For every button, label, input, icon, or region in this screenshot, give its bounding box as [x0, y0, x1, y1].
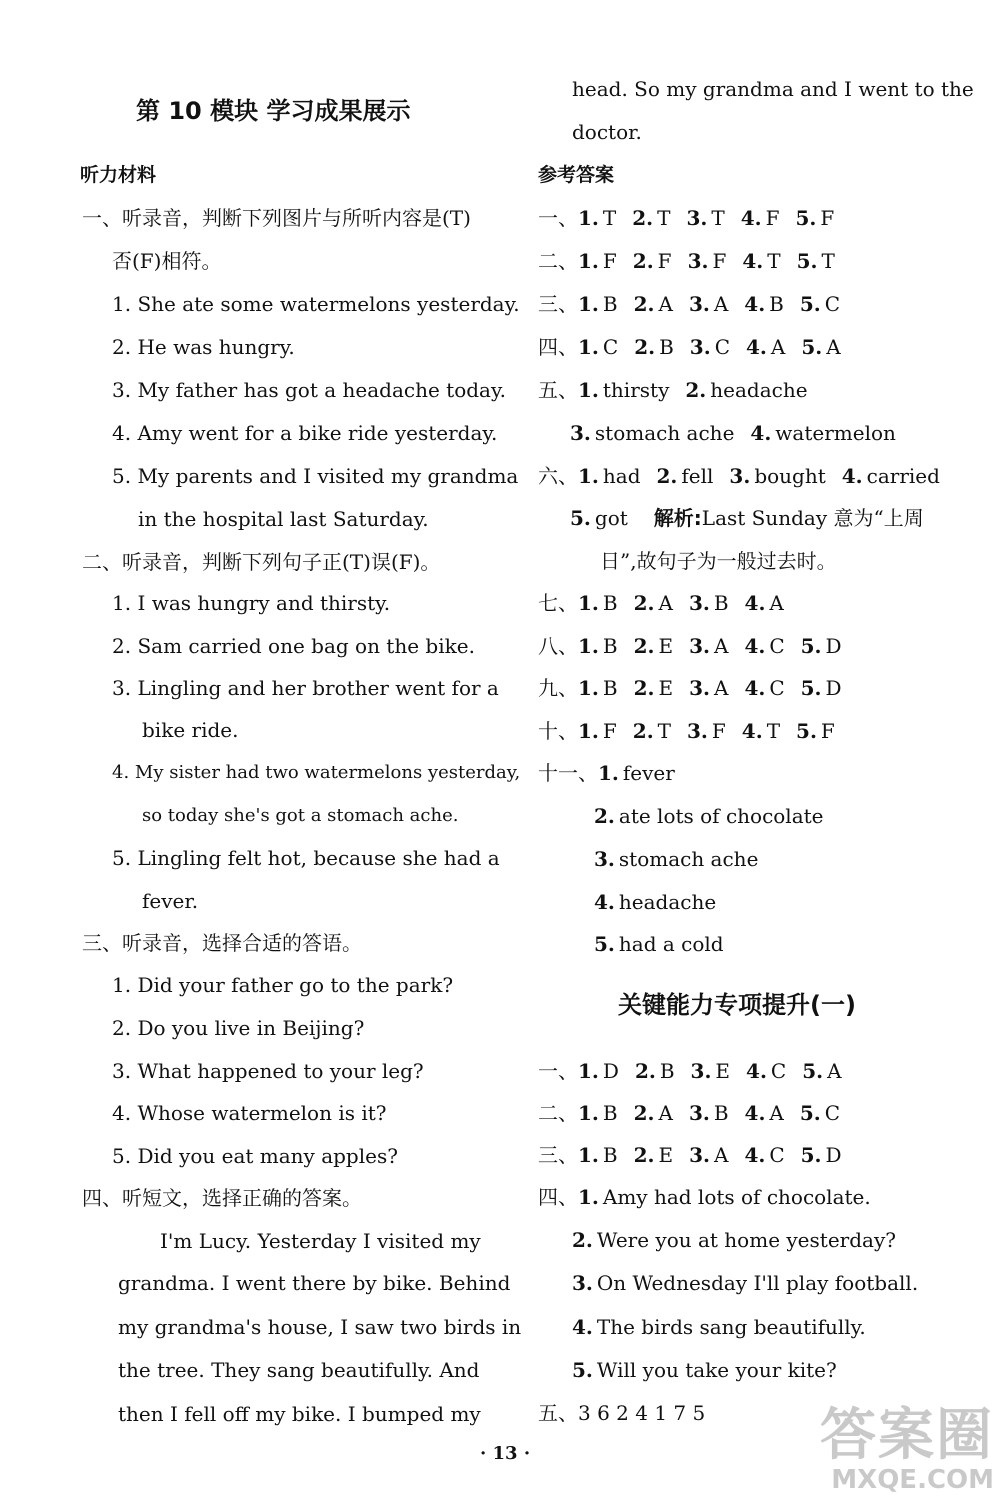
answer-value: F	[712, 249, 727, 273]
answer-number: 2.	[572, 1228, 593, 1252]
answer-number: 1.	[578, 292, 599, 316]
answer-value: A	[827, 1059, 842, 1083]
answer-value: The birds sang beautifully.	[596, 1315, 866, 1339]
answer-value: stomach ache	[618, 847, 759, 871]
left-line: 1. I was hungry and thirsty.	[112, 591, 391, 615]
answer-value: C	[769, 676, 785, 700]
answer-number: 2.	[594, 804, 615, 828]
answer-value: ate lots of chocolate	[618, 804, 824, 828]
answer-number: 4.	[746, 1059, 767, 1083]
analysis-label: 解析:	[653, 506, 702, 530]
left-line: 4. My sister had two watermelons yesterday,	[112, 762, 521, 783]
left-line: 三、听录音，选择合适的答语。	[82, 931, 362, 955]
left-line: grandma. I went there by bike. Behind	[118, 1271, 511, 1295]
answer-value: D	[602, 1059, 619, 1083]
answer-value: B	[602, 634, 618, 658]
answer-number: 2.	[633, 1143, 655, 1167]
answer-value: watermelon	[775, 421, 896, 445]
answer-prefix: 二、	[538, 249, 578, 273]
answer-number: 2.	[656, 464, 678, 488]
answer-row	[538, 463, 940, 489]
answer-value: A	[658, 292, 673, 316]
answer-number: 4.	[750, 421, 772, 445]
answer-number: 4.	[744, 1101, 766, 1125]
answer-number: 3.	[689, 634, 710, 658]
answer-row	[538, 633, 842, 659]
answer-five-2: 五、3 6 2 4 1 7 5	[538, 1401, 706, 1425]
answer-prefix: 二、	[538, 1101, 578, 1125]
answer-row	[538, 291, 840, 317]
answer-number: 3.	[688, 292, 710, 316]
answer-number: 2.	[633, 634, 655, 658]
answer-number: 5.	[796, 719, 817, 743]
answer-number: 3.	[690, 1059, 712, 1083]
answer-value: B	[713, 591, 729, 615]
answer-prefix: 四、	[538, 1185, 578, 1209]
answer-prefix: 八、	[538, 634, 578, 658]
watermark-url: MXQE.COM	[831, 1465, 994, 1495]
answer-row	[570, 505, 924, 531]
answer-value: D	[825, 676, 842, 700]
answer-value: headache	[710, 378, 808, 402]
left-line: 1. She ate some watermelons yesterday.	[112, 292, 520, 316]
answer-value: B	[659, 335, 674, 359]
answer-row	[572, 1357, 837, 1383]
answer-number: 4.	[572, 1315, 593, 1339]
answers-heading: 参考答案	[538, 164, 615, 186]
answer-value: T	[711, 206, 725, 230]
left-line: 2. Do you live in Beijing?	[112, 1016, 365, 1040]
answer-number: 4.	[742, 249, 764, 273]
answer-number: 1.	[578, 634, 599, 658]
answer-number: 3.	[689, 676, 710, 700]
answer-value: A	[713, 676, 729, 700]
answer-value: T	[766, 719, 781, 743]
answer-prefix: 十一、	[538, 761, 598, 785]
answer-value: A	[826, 335, 841, 359]
left-line: then I fell off my bike. I bumped my	[118, 1402, 481, 1426]
answer-number: 3.	[686, 206, 708, 230]
answer-value: had	[602, 464, 641, 488]
left-line: 4. Amy went for a bike ride yesterday.	[112, 421, 498, 445]
answer-value: A	[770, 335, 786, 359]
answer-value: F	[765, 206, 780, 230]
answer-value: E	[658, 634, 674, 658]
answer-value: stomach ache	[594, 421, 735, 445]
answer-row	[594, 846, 758, 872]
left-line: 四、听短文，选择正确的答案。	[82, 1186, 362, 1210]
answer-value: thirsty	[602, 378, 670, 402]
left-line: 二、听录音，判断下列句子正(T)误(F)。	[82, 550, 441, 574]
answer-number: 3.	[729, 464, 751, 488]
answer-number: 4.	[740, 206, 762, 230]
watermark-logo: 答案圈	[820, 1403, 994, 1468]
answer-value: B	[713, 1101, 729, 1125]
answer-value: F	[602, 719, 617, 743]
answer-number: 4.	[841, 464, 863, 488]
answer-value: On Wednesday I'll play football.	[596, 1271, 919, 1295]
answer-value: D	[825, 634, 842, 658]
answer-value: B	[602, 676, 618, 700]
left-line: my grandma's house, I saw two birds in	[118, 1315, 522, 1339]
answer-row	[572, 1270, 918, 1296]
module-title: 第 10 模块 学习成果展示	[136, 97, 411, 125]
answer-row	[538, 1058, 842, 1084]
left-line: I'm Lucy. Yesterday I visited my	[160, 1229, 481, 1253]
answer-number: 2.	[634, 1059, 656, 1083]
answer-value: B	[602, 591, 618, 615]
answer-number: 5.	[800, 634, 822, 658]
answer-number: 3.	[594, 847, 615, 871]
answer-number: 1.	[578, 378, 599, 402]
answer-prefix: 一、	[538, 1059, 578, 1083]
left-line: 4. Whose watermelon is it?	[112, 1101, 387, 1125]
left-line: 3. My father has got a headache today.	[112, 378, 506, 402]
answer-value: A	[658, 1101, 673, 1125]
answer-value: fell	[681, 464, 714, 488]
left-line: 2. He was hungry.	[112, 335, 295, 359]
left-line: 一、听录音，判断下列图片与所听内容是(T)	[82, 206, 471, 230]
answer-number: 3.	[687, 719, 708, 743]
answer-prefix: 三、	[538, 1143, 578, 1167]
answer-value: B	[659, 1059, 675, 1083]
answer-number: 1.	[578, 464, 599, 488]
answer-value: T	[767, 249, 781, 273]
answer-prefix: 十、	[538, 719, 578, 743]
answer-prefix: 七、	[538, 591, 578, 615]
left-line: bike ride.	[142, 718, 239, 742]
answer-value: Amy had lots of chocolate.	[602, 1185, 871, 1209]
left-line: 5. My parents and I visited my grandma	[112, 464, 519, 488]
answer-value: F	[711, 719, 726, 743]
answer-row	[538, 718, 835, 744]
answer-number: 1.	[578, 206, 599, 230]
answer-value: carried	[866, 464, 940, 488]
answer-value: T	[602, 206, 617, 230]
answer-number: 2.	[633, 676, 655, 700]
answer-value: Will you take your kite?	[596, 1358, 837, 1382]
answer-row	[538, 675, 842, 701]
answer-row	[572, 1314, 866, 1340]
answer-row	[538, 334, 841, 360]
answer-number: 2.	[685, 378, 707, 402]
answer-value: B	[602, 1143, 618, 1167]
answer-number: 1.	[578, 249, 599, 273]
answer-value: F	[657, 249, 672, 273]
answer-number: 1.	[598, 761, 619, 785]
answer-number: 4.	[744, 1143, 766, 1167]
answer-number: 1.	[578, 1059, 599, 1083]
answer-row	[538, 1184, 871, 1210]
answer-number: 2.	[632, 206, 654, 230]
answer-value: Were you at home yesterday?	[596, 1228, 896, 1252]
answer-number: 5.	[799, 292, 821, 316]
answer-number: 1.	[578, 1101, 599, 1125]
answer-row	[538, 205, 834, 231]
answer-value: T	[657, 206, 671, 230]
answer-row	[570, 420, 896, 446]
left-line: the tree. They sang beautifully. And	[118, 1358, 480, 1382]
answer-number: 4.	[744, 292, 766, 316]
answer-number: 5.	[570, 506, 591, 530]
answer-value: A	[713, 634, 729, 658]
answer-value: C	[769, 1143, 785, 1167]
left-line: in the hospital last Saturday.	[138, 507, 429, 531]
answer-row	[538, 590, 784, 616]
answer-number: 3.	[689, 335, 711, 359]
answer-number: 5.	[800, 1143, 822, 1167]
answer-number: 4.	[594, 890, 615, 914]
answer-number: 4.	[744, 634, 766, 658]
right-line: head. So my grandma and I went to the	[572, 77, 974, 101]
answer-value: A	[769, 591, 784, 615]
answer-number: 2.	[633, 1101, 655, 1125]
answer-number: 5.	[795, 206, 817, 230]
left-line: so today she's got a stomach ache.	[142, 805, 459, 826]
left-line: 5. Lingling felt hot, because she had a	[112, 846, 500, 870]
answer-value: C	[824, 1101, 841, 1125]
answer-value: F	[820, 719, 835, 743]
answer-value: E	[658, 1143, 674, 1167]
answer-row	[572, 1227, 896, 1253]
answer-value: A	[713, 1143, 729, 1167]
answer-value: F	[602, 249, 617, 273]
answer-number: 2.	[633, 292, 655, 316]
left-line: 3. Lingling and her brother went for a	[112, 676, 499, 700]
watermark	[820, 1403, 994, 1495]
answer-number: 4.	[746, 335, 767, 359]
answer-prefix: 六、	[538, 464, 578, 488]
answer-value: got	[594, 506, 628, 530]
left-line: 3. What happened to your leg?	[112, 1059, 424, 1083]
answer-number: 5.	[801, 335, 823, 359]
answer-prefix: 四、	[538, 335, 578, 359]
section-title-2: 关键能力专项提升(一)	[618, 991, 856, 1019]
answer-number: 3.	[572, 1271, 593, 1295]
analysis-text: 日”,故句子为一般过去时。	[600, 549, 837, 573]
answer-row	[538, 248, 835, 274]
answer-number: 1.	[578, 1143, 599, 1167]
answer-value: C	[602, 335, 619, 359]
answer-number: 4.	[744, 676, 766, 700]
answer-value: B	[602, 292, 618, 316]
answer-number: 3.	[689, 1143, 710, 1167]
answer-number: 3.	[688, 1101, 710, 1125]
answer-value: F	[820, 206, 835, 230]
answer-number: 1.	[578, 335, 599, 359]
answer-value: had a cold	[618, 932, 724, 956]
left-line: 否(F)相符。	[112, 249, 222, 273]
answer-value: C	[824, 292, 841, 316]
left-line: 1. Did your father go to the park?	[112, 973, 454, 997]
answer-number: 5.	[799, 1101, 821, 1125]
answer-number: 1.	[578, 591, 599, 615]
answer-value: C	[770, 1059, 787, 1083]
answer-number: 2.	[633, 591, 655, 615]
answer-row	[594, 889, 716, 915]
answer-value: A	[658, 591, 673, 615]
answer-number: 5.	[572, 1358, 593, 1382]
answer-number: 3.	[570, 421, 591, 445]
answer-value: fever	[622, 761, 675, 785]
answer-prefix: 五、	[538, 378, 578, 402]
answer-row	[594, 803, 824, 829]
answer-value: A	[713, 292, 729, 316]
answer-value: B	[769, 292, 784, 316]
left-line: 2. Sam carried one bag on the bike.	[112, 634, 475, 658]
answer-row	[538, 760, 675, 786]
answer-number: 4.	[741, 719, 763, 743]
answer-value: bought	[754, 464, 826, 488]
answer-value: E	[658, 676, 674, 700]
analysis-text: Last Sunday 意为“上周	[701, 506, 924, 530]
answer-value: T	[657, 719, 672, 743]
answer-value: D	[825, 1143, 842, 1167]
answer-value: A	[769, 1101, 784, 1125]
left-line: 5. Did you eat many apples?	[112, 1144, 398, 1168]
answer-row	[538, 377, 808, 403]
page-number: · 13 ·	[480, 1443, 531, 1464]
answer-row	[538, 1100, 840, 1126]
answer-number: 2.	[632, 249, 654, 273]
answer-number: 3.	[687, 249, 709, 273]
answer-row	[594, 931, 724, 957]
answer-number: 4.	[744, 591, 766, 615]
answer-value: headache	[618, 890, 717, 914]
answer-number: 5.	[796, 249, 818, 273]
answer-number: 1.	[578, 1185, 599, 1209]
answer-number: 1.	[578, 719, 599, 743]
answer-number: 5.	[800, 676, 822, 700]
answer-value: T	[821, 249, 835, 273]
answer-prefix: 九、	[538, 676, 578, 700]
listening-heading: 听力材料	[80, 164, 157, 186]
answer-prefix: 一、	[538, 206, 578, 230]
left-line: fever.	[142, 889, 199, 913]
answer-value: C	[769, 634, 785, 658]
answer-value: E	[715, 1059, 731, 1083]
answer-value: C	[714, 335, 730, 359]
answer-number: 5.	[594, 932, 615, 956]
answer-value: B	[602, 1101, 618, 1125]
answer-number: 1.	[578, 676, 599, 700]
answer-number: 2.	[634, 335, 656, 359]
answer-prefix: 三、	[538, 292, 578, 316]
answer-number: 2.	[632, 719, 654, 743]
answer-number: 5.	[802, 1059, 824, 1083]
answer-row	[538, 1142, 842, 1168]
answer-number: 3.	[688, 591, 710, 615]
right-line: doctor.	[572, 120, 642, 144]
